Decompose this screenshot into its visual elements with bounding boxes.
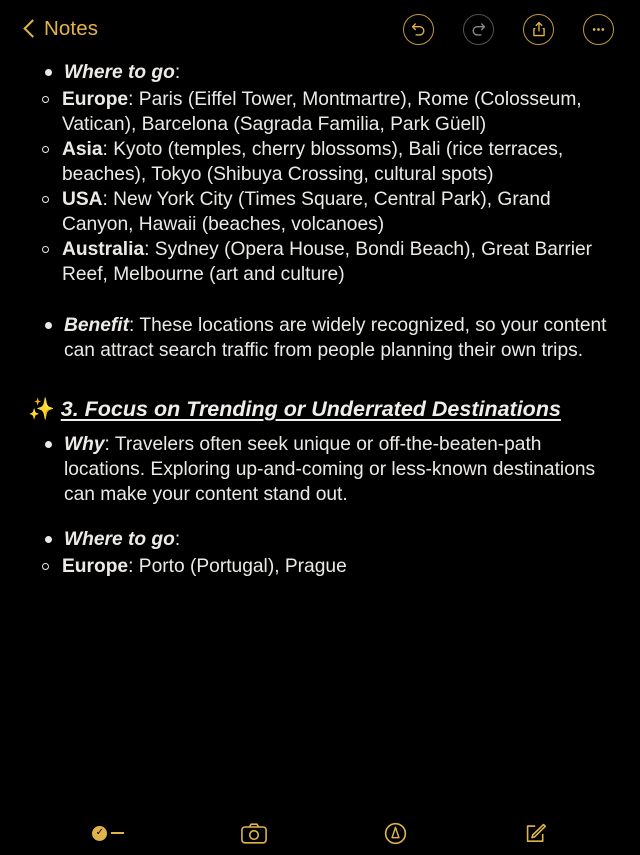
top-toolbar: [0, 0, 640, 58]
section-heading: [26, 395, 614, 424]
list-item: [26, 554, 614, 579]
camera-icon: [241, 823, 267, 844]
list-item-term: Australia: [62, 239, 145, 260]
back-button-label: Notes: [44, 17, 99, 40]
note-content[interactable]: [0, 58, 640, 579]
hollow-bullet-icon: [42, 246, 49, 253]
sub-list: [26, 554, 614, 579]
list-item: [26, 137, 614, 187]
share-icon: [530, 20, 548, 38]
list-item: [26, 87, 614, 137]
sub-list: [26, 87, 614, 287]
list-item-text: : Travelers often seek unique or off-the-beaten-path locations. Exploring up-and-coming or less-known destinations can make your content stand out.: [64, 434, 596, 505]
list-item-text: : Porto (Portugal), Prague: [128, 556, 347, 577]
markup-button[interactable]: [384, 822, 407, 845]
top-toolbar-actions: [403, 0, 614, 58]
bullet-icon: [45, 322, 52, 329]
bullet-icon: [45, 536, 52, 543]
hollow-bullet-icon: [42, 96, 49, 103]
checklist-icon: ✓: [92, 826, 124, 841]
list-item-term: Why: [64, 434, 105, 455]
undo-icon: [409, 20, 428, 39]
list-item: [26, 313, 614, 363]
list-item-term: Benefit: [64, 315, 130, 336]
hollow-bullet-icon: [42, 146, 49, 153]
list-item: [26, 527, 614, 552]
more-options-button[interactable]: [583, 14, 614, 45]
list-item-term: Europe: [62, 89, 129, 110]
bullet-icon: [45, 441, 52, 448]
redo-button[interactable]: [463, 14, 494, 45]
list-item: [26, 432, 614, 507]
section-heading-text: 3. Focus on Trending or Underrated Destinations: [60, 397, 561, 421]
more-options-icon: [589, 20, 608, 39]
bullet-icon: [45, 69, 52, 76]
list-item: [26, 60, 614, 85]
compose-button[interactable]: [524, 821, 548, 845]
back-to-notes-button[interactable]: [24, 17, 98, 41]
list-item: [26, 187, 614, 237]
share-button[interactable]: [523, 14, 554, 45]
camera-button[interactable]: [241, 823, 267, 844]
list-item-term: USA: [62, 189, 103, 210]
list-item-text: : Paris (Eiffel Tower, Montmartre), Rome (Colosseum, Vatican), Barcelona (Sagrada Familia, Park Güell): [62, 89, 582, 135]
compose-icon: [524, 821, 548, 845]
list-item-text: : Kyoto (temples, cherry blossoms), Bali (rice terraces, beaches), Tokyo (Shibuya Crossing, cultural spots): [62, 139, 564, 185]
spacer: [26, 365, 614, 391]
spacer: [26, 509, 614, 527]
undo-button[interactable]: [403, 14, 434, 45]
chevron-left-icon: [24, 18, 37, 40]
spacer: [26, 287, 614, 313]
list-item-term: Europe: [62, 556, 129, 577]
list-item-text: : These locations are widely recognized, so your content can attract search traffic from people planning their own trips.: [64, 315, 607, 361]
redo-icon: [469, 20, 488, 39]
list-item-text: :: [174, 62, 181, 83]
list-item-text: : Sydney (Opera House, Bondi Beach), Great Barrier Reef, Melbourne (art and culture): [62, 239, 593, 285]
sparkles-icon: ✨: [28, 397, 55, 421]
list-item-text: :: [174, 529, 181, 550]
list-item-term: Where to go: [64, 62, 175, 83]
markup-pen-icon: [384, 822, 407, 845]
hollow-bullet-icon: [42, 196, 49, 203]
list-item: [26, 237, 614, 287]
list-item-text: : New York City (Times Square, Central Park), Grand Canyon, Hawaii (beaches, volcanoes): [62, 189, 551, 235]
checklist-button[interactable]: [92, 826, 124, 841]
bottom-toolbar: [0, 811, 640, 855]
hollow-bullet-icon: [42, 563, 49, 570]
list-item-term: Asia: [62, 139, 103, 160]
list-item-term: Where to go: [64, 529, 175, 550]
